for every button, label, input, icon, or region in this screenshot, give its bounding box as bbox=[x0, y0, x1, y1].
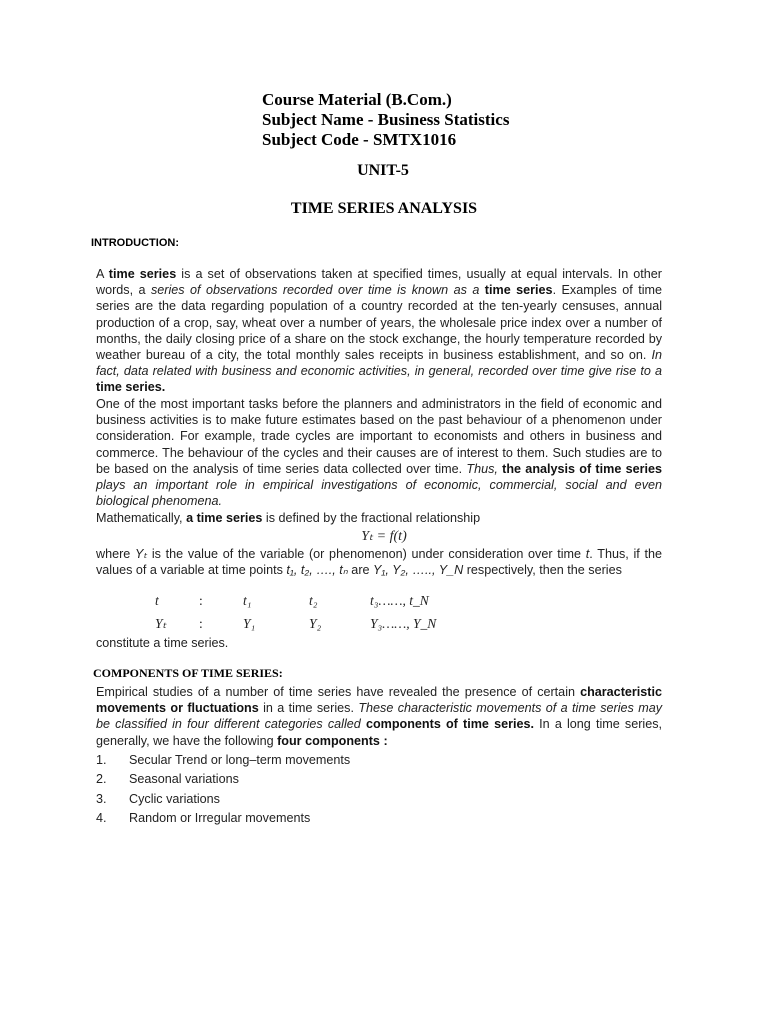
unit-label: UNIT-5 bbox=[357, 162, 409, 179]
text-run: A bbox=[96, 267, 109, 281]
list-label: Random or Irregular movements bbox=[129, 811, 311, 826]
series-table bbox=[155, 590, 490, 634]
row-value: Y₂ bbox=[309, 615, 322, 631]
text-run: . Thus, if the values of a variable at time points bbox=[96, 547, 662, 578]
bold-term: time series bbox=[108, 267, 177, 281]
subject-code-line: Subject Code - SMTX1016 bbox=[262, 130, 457, 149]
introduction-heading: INTRODUCTION: bbox=[91, 237, 179, 249]
row-label: t bbox=[155, 592, 159, 608]
text-run: In a long time series, generally, we have the following bbox=[96, 717, 662, 748]
text-run: where bbox=[96, 547, 136, 561]
row-value: t₂ bbox=[309, 592, 318, 608]
list-label: Cyclic variations bbox=[129, 791, 220, 806]
course-material-line: Course Material (B.Com.) bbox=[262, 90, 452, 109]
italic-phrase: plays an important role in empirical investigations of economic, commercial, social and even biological phenomena. bbox=[96, 478, 662, 509]
text-run: in a time series. bbox=[258, 701, 359, 716]
row-separator: : bbox=[199, 615, 203, 631]
text-run: respectively, then the series bbox=[463, 563, 622, 578]
list-item bbox=[96, 789, 350, 809]
bold-term: time series. bbox=[96, 380, 166, 395]
subject-name-line: Subject Name - Business Statistics bbox=[262, 110, 510, 129]
math-symbol: Y₁, Y₂, ….., Y_N bbox=[373, 563, 464, 578]
variable-definition-paragraph bbox=[96, 546, 662, 578]
list-number: 3. bbox=[96, 791, 107, 806]
chapter-title: TIME SERIES ANALYSIS bbox=[290, 200, 478, 217]
math-symbol: Yₜ bbox=[135, 547, 148, 561]
bold-term: components of time series. bbox=[365, 717, 534, 732]
list-label: Seasonal variations bbox=[129, 772, 239, 787]
italic-phrase: series of observations recorded over time is known as a bbox=[151, 283, 480, 298]
text-run: One of the most important tasks before the planners and administrators in the field of economic and business activities is to make future estimates based on the past behaviour of a phenomenon under consideration. For example, trade cycles are important to economists and others in business and commerce. The behaviour of the cycles and their causes are of interest to them. Such studies are to be based on the analysis of time series data collected over time. bbox=[96, 397, 662, 476]
list-number: 1. bbox=[96, 752, 107, 767]
list-number: 4. bbox=[96, 811, 107, 826]
time-series-formula: Yₜ = f(t) bbox=[361, 529, 407, 544]
text-run: is defined by the fractional relationship bbox=[262, 511, 481, 525]
components-paragraph bbox=[96, 684, 662, 749]
row-value: t₃……, t_N bbox=[370, 592, 429, 608]
math-definition-line bbox=[96, 510, 662, 526]
text-run: are bbox=[347, 563, 374, 578]
time-row bbox=[155, 590, 490, 611]
list-item bbox=[96, 809, 350, 829]
italic-phrase: Thus, bbox=[466, 461, 498, 476]
row-separator: : bbox=[199, 592, 203, 608]
math-symbol: t bbox=[585, 547, 590, 561]
italic-phrase: In fact, data related with business and economic activities, in general, recorded over time give rise to a bbox=[96, 348, 662, 379]
row-value: Y₃……, Y_N bbox=[370, 615, 437, 631]
italic-phrase: These characteristic movements of a time series may be classified in four different categories called bbox=[96, 701, 662, 732]
components-heading: COMPONENTS OF TIME SERIES: bbox=[93, 666, 283, 680]
unit-title bbox=[0, 162, 768, 180]
bold-term: a time series bbox=[186, 511, 263, 525]
row-value: Y₁ bbox=[243, 615, 256, 631]
constitute-line: constitute a time series. bbox=[96, 636, 229, 650]
planning-paragraph bbox=[96, 396, 662, 509]
text-run: is a set of observations taken at specified times, usually at equal intervals. In other words, a bbox=[96, 267, 663, 298]
text-run: . Examples of time series are the data regarding population of a country recorded at the ten-yearly censuses, annual production of a crop, say, wheat over a number of years, the wholesale price index over a number of months, the daily closing price of a share on the stock exchange, the hourly temperature recorded by weather bureau of a city, the total monthly sales receipts in business establishment, and so on. bbox=[96, 283, 662, 363]
value-row bbox=[155, 613, 490, 634]
components-list bbox=[96, 750, 350, 828]
bold-term: the analysis of time series bbox=[502, 461, 663, 476]
text-run: Empirical studies of a number of time series have revealed the presence of certain bbox=[96, 685, 581, 699]
course-header bbox=[262, 90, 509, 150]
list-item bbox=[96, 770, 350, 790]
bold-term: four components : bbox=[277, 733, 388, 748]
list-label: Secular Trend or long–term movements bbox=[129, 752, 351, 767]
row-label: Yₜ bbox=[155, 615, 167, 631]
text-run: is the value of the variable (or phenomenon) under consideration over time bbox=[147, 547, 586, 561]
row-value: t₁ bbox=[243, 592, 252, 608]
introduction-paragraph bbox=[96, 266, 662, 396]
bold-term: characteristic movements or fluctuations bbox=[96, 685, 662, 716]
math-symbol: t₁, t₂, …., tₙ bbox=[286, 563, 348, 578]
bold-term: time series bbox=[484, 283, 553, 298]
text-run: Mathematically, bbox=[96, 511, 187, 525]
list-item bbox=[96, 750, 350, 770]
list-number: 2. bbox=[96, 772, 107, 787]
